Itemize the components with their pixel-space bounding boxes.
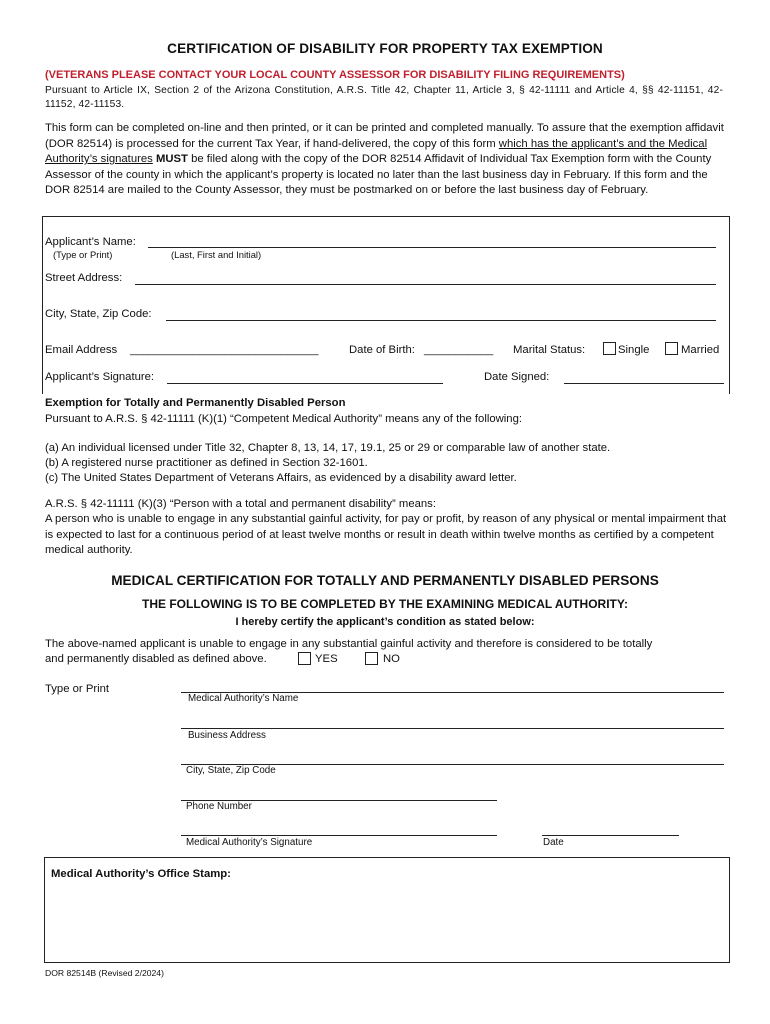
certify-statement: I hereby certify the applicant’s condition as stated below:	[235, 616, 535, 628]
statement-line-1: The above-named applicant is unable to engage in any substantial gainful activity and therefore is considered to be totally	[45, 638, 653, 650]
name-format-hint: (Last, First and Initial)	[171, 249, 262, 260]
medical-city-state-zip-label: City, State, Zip Code	[186, 765, 276, 776]
medical-authority-instruction: THE FOLLOWING IS TO BE COMPLETED BY THE EXAMINING MEDICAL AUTHORITY:	[141, 597, 628, 611]
email-address-label: Email Address	[45, 344, 118, 356]
form-id: DOR 82514B (Revised 2/2024)	[45, 968, 164, 978]
medical-authority-item-c: (c) The United States Department of Veterans Affairs, as evidenced by a disability award letter.	[45, 472, 517, 484]
single-label: Single	[618, 344, 650, 356]
email-address-field[interactable]: ______________________________	[130, 344, 319, 356]
applicant-signature-field[interactable]	[167, 383, 443, 384]
veterans-notice: (VETERANS PLEASE CONTACT YOUR LOCAL COUNTY ASSESSOR FOR DISABILITY FILING REQUIREMENTS)	[45, 69, 625, 81]
applicant-signature-label: Applicant’s Signature:	[45, 371, 155, 383]
medical-certification-heading: MEDICAL CERTIFICATION FOR TOTALLY AND PERMANENTLY DISABLED PERSONS	[111, 573, 659, 588]
applicant-name-label: Applicant’s Name:	[45, 236, 136, 248]
single-checkbox[interactable]	[603, 342, 616, 355]
medical-authority-signature-field[interactable]	[181, 835, 497, 836]
business-address-field[interactable]	[181, 728, 724, 729]
date-signed-field[interactable]	[564, 383, 724, 384]
medical-date-label: Date	[543, 837, 564, 848]
exemption-pursuant: Pursuant to A.R.S. § 42-11111 (K)(1) “Competent Medical Authority” means any of the following:	[45, 413, 523, 425]
date-of-birth-label: Date of Birth:	[349, 344, 415, 356]
date-signed-label: Date Signed:	[484, 371, 550, 383]
statement-line-2: and permanently disabled as defined above.	[45, 653, 267, 665]
medical-authority-signature-label: Medical Authority’s Signature	[186, 837, 313, 848]
intro-must: MUST	[155, 153, 188, 166]
marital-status-label: Marital Status:	[513, 344, 586, 356]
medical-authority-name-label: Medical Authority’s Name	[188, 693, 299, 704]
phone-number-label: Phone Number	[186, 801, 252, 812]
medical-authority-item-b: (b) A registered nurse practitioner as defined in Section 32-1601.	[45, 457, 368, 469]
no-checkbox[interactable]	[365, 652, 378, 665]
type-or-print-hint: (Type or Print)	[53, 249, 113, 260]
city-state-zip-label: City, State, Zip Code:	[45, 308, 152, 320]
definition-reference: A.R.S. § 42-11111 (K)(3) “Person with a total and permanent disability” means:	[45, 498, 436, 510]
city-state-zip-field[interactable]	[166, 320, 716, 321]
married-label: Married	[681, 344, 720, 356]
street-address-label: Street Address:	[45, 272, 123, 284]
married-checkbox[interactable]	[665, 342, 678, 355]
intro-paragraph	[45, 121, 727, 199]
medical-authority-item-a: (a) An individual licensed under Title 32, Chapter 8, 13, 14, 17, 19.1, 25 or 29 or comparable law of another state.	[45, 442, 611, 454]
medical-date-field[interactable]	[542, 835, 679, 836]
no-label: NO	[383, 653, 400, 665]
form-title: CERTIFICATION OF DISABILITY FOR PROPERTY TAX EXEMPTION	[167, 41, 603, 56]
yes-checkbox[interactable]	[298, 652, 311, 665]
intro-underlined: which has the applicant’s and the Medical Authority’s signatures	[45, 137, 708, 166]
intro-text-2: be filed along with the copy of the DOR 82514 Affidavit of Individual Tax Exemption form with the County Assessor of the county in which the applicant’s property is located no later than the last business day in February. If this form and the DOR 82514 are mailed to the County Assessor, they must be postmarked on or before the last business day of February.	[45, 153, 712, 197]
exemption-heading: Exemption for Totally and Permanently Disabled Person	[45, 397, 346, 409]
yes-label: YES	[315, 653, 338, 665]
business-address-label: Business Address	[188, 730, 266, 741]
legal-citation: Pursuant to Article IX, Section 2 of the Arizona Constitution, A.R.S. Title 42, Chapter 11, Article 3, § 42-11111 and Article 4, §§ 42-11151, 42-11152, 42-11153.	[45, 85, 723, 110]
applicant-name-field[interactable]	[148, 247, 716, 248]
definition-text: A person who is unable to engage in any substantial gainful activity, for pay or profit, by reason of any physical or mental impairment that is expected to last for a continuous period of at least twelve months or result in death within twelve months as certified by a competent medical authority.	[45, 513, 727, 557]
date-of-birth-field[interactable]: ___________	[424, 344, 494, 356]
office-stamp-label: Medical Authority’s Office Stamp:	[51, 868, 231, 880]
type-or-print-label: Type or Print	[45, 683, 110, 695]
street-address-field[interactable]	[135, 284, 716, 285]
applicant-box	[42, 216, 730, 394]
intro-text-1: This form can be completed on-line and then printed, or it can be printed and completed manually. To assure that the exemption affidavit (DOR 82514) is processed for the current Tax Year, if hand-delivered, the copy of this form	[45, 122, 724, 150]
